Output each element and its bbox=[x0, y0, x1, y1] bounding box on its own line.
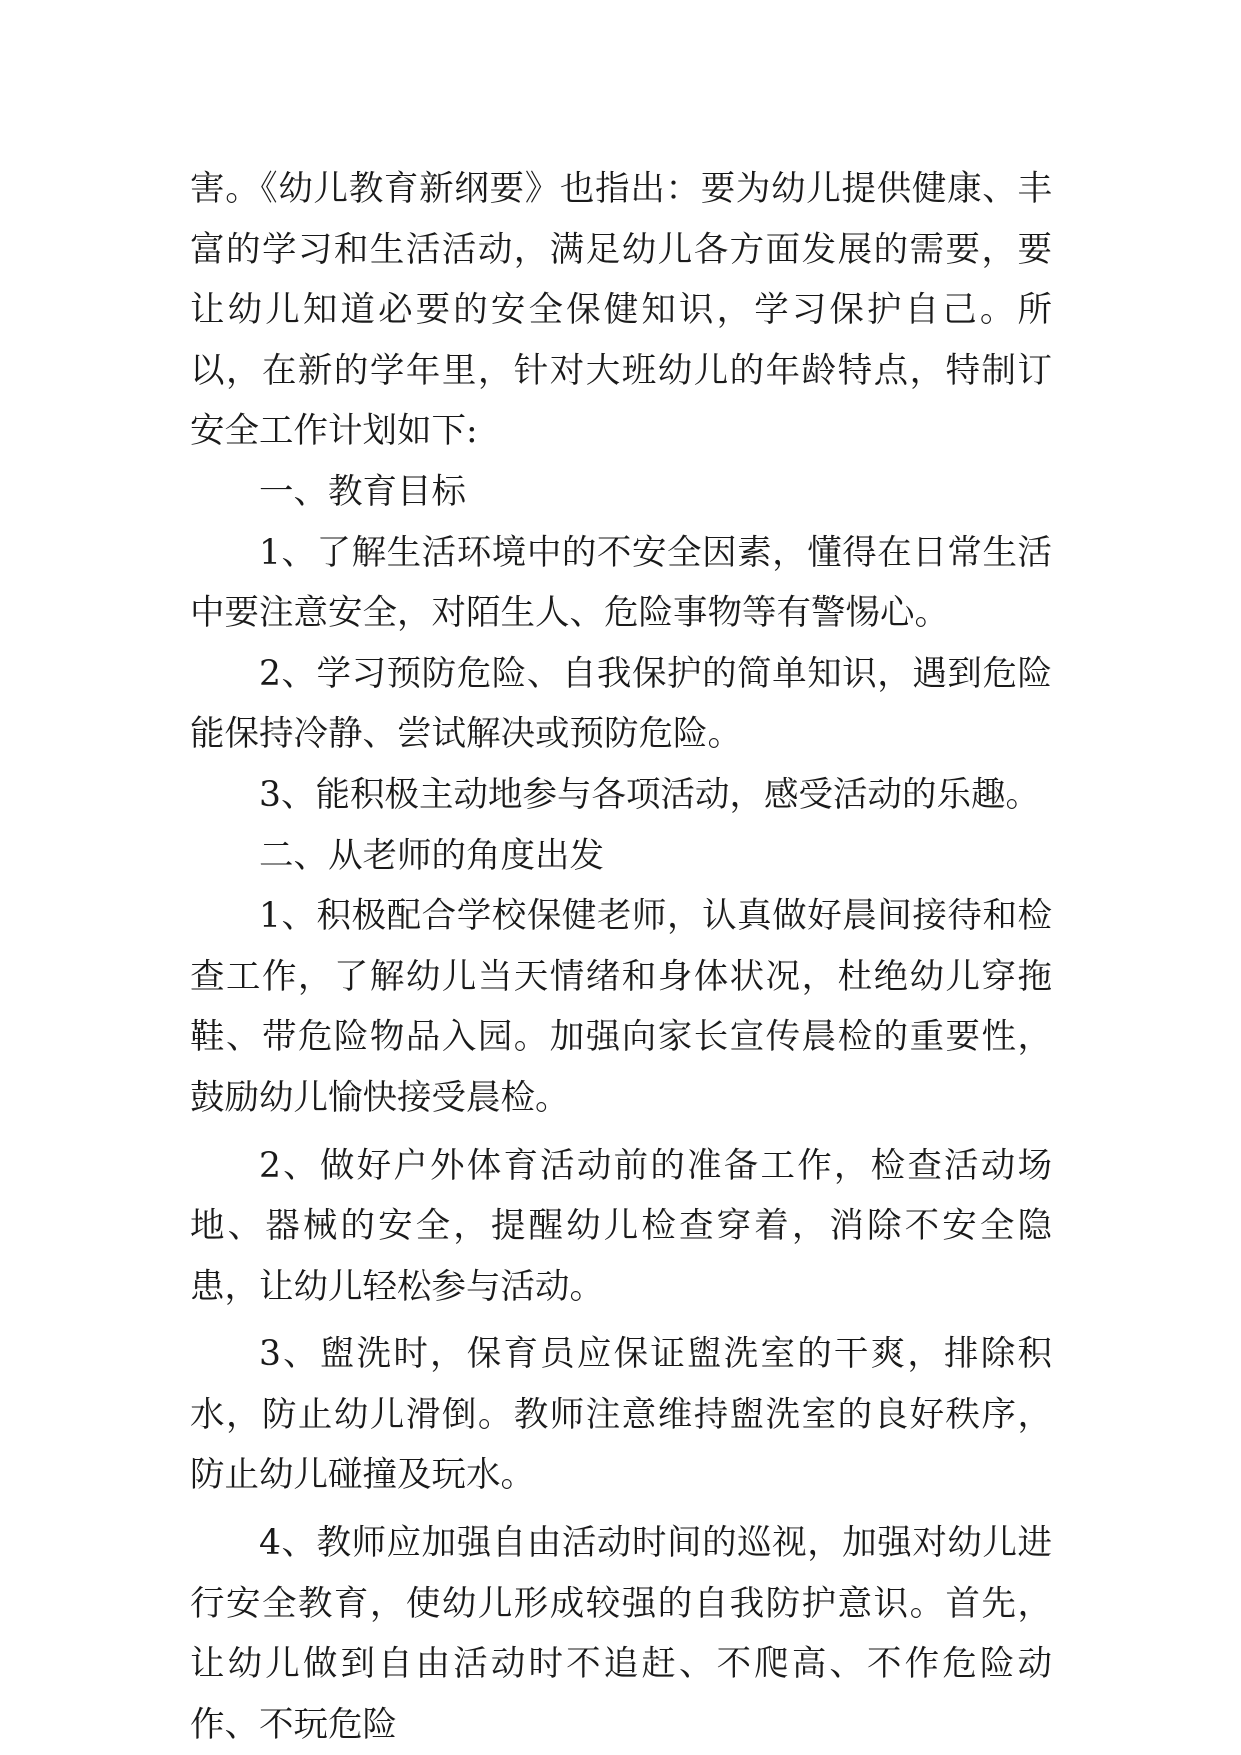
paragraph-goal-1: 1、了解生活环境中的不安全因素，懂得在日常生活中要注意安全，对陌生人、危险事物等有警惕心。 bbox=[190, 532, 1052, 634]
paragraph-intro-continued: 害。《幼儿教育新纲要》也指出：要为幼儿提供健康、丰富的学习和生活活动，满足幼儿各方面发展的需要，要让幼儿知道必要的安全保健知识，学习保护自己。所以，在新的学年里，针对大班幼儿的年龄特点，特制订安全工作计划如下: bbox=[190, 169, 1052, 452]
document-body bbox=[190, 159, 1052, 1755]
paragraph-teacher-2: 2、做好户外体育活动前的准备工作，检查活动场地、器械的安全，提醒幼儿检查穿着，消除不安全隐患，让幼儿轻松参与活动。 bbox=[190, 1145, 1052, 1307]
paragraph-goal-2: 2、学习预防危险、自我保护的简单知识，遇到危险能保持冷静、尝试解决或预防危险。 bbox=[190, 653, 1052, 755]
paragraph-teacher-4: 4、教师应加强自由活动时间的巡视，加强对幼儿进行安全教育，使幼儿形成较强的自我防护意识。首先，让幼儿做到自由活动时不追赶、不爬高、不作危险动作、不玩危险 bbox=[190, 1523, 1052, 1745]
heading-education-goals: 一、教育目标 bbox=[259, 471, 466, 512]
paragraph-goal-3: 3、能积极主动地参与各项活动，感受活动的乐趣。 bbox=[259, 774, 1040, 815]
heading-teacher-perspective: 二、从老师的角度出发 bbox=[259, 835, 604, 876]
paragraph-teacher-1: 1、积极配合学校保健老师，认真做好晨间接待和检查工作，了解幼儿当天情绪和身体状况，杜绝幼儿穿拖鞋、带危险物品入园。加强向家长宣传晨检的重要性，鼓励幼儿愉快接受晨检。 bbox=[190, 896, 1052, 1118]
paragraph-teacher-3: 3、盥洗时，保育员应保证盥洗室的干爽，排除积水，防止幼儿滑倒。教师注意维持盥洗室的良好秩序，防止幼儿碰撞及玩水。 bbox=[190, 1334, 1052, 1496]
